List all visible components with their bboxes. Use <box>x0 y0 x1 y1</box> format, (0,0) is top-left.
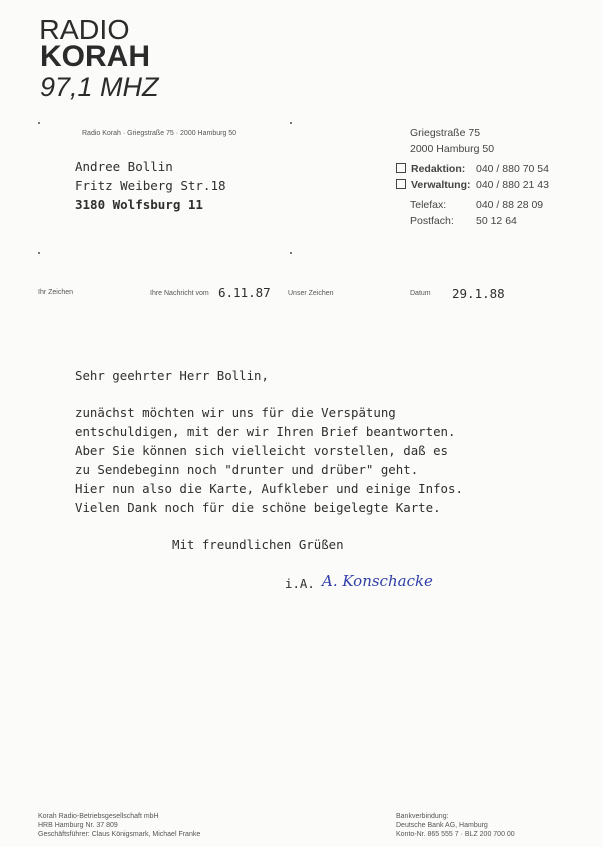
letter-line: Hier nun also die Karte, Aufkleber und einige Infos. <box>75 481 463 496</box>
redaktion-value: 040 / 880 70 54 <box>476 163 549 175</box>
checkbox-icon <box>396 163 406 173</box>
recipient-city: 3180 Wolfsburg 11 <box>75 197 203 212</box>
station-street: Griegstraße 75 <box>410 127 481 139</box>
footer-bank-block <box>396 812 515 839</box>
datum-label: Datum <box>410 290 431 297</box>
footer-register: HRB Hamburg Nr. 37 809 <box>38 822 118 829</box>
sender-line: Radio Korah · Griegstraße 75 · 2000 Hamburg 50 <box>82 130 237 137</box>
logo-korah: KORAH <box>40 40 150 73</box>
footer-company-block <box>38 812 200 839</box>
verwaltung-row <box>396 179 471 191</box>
logo-radio: RADIO <box>39 14 130 45</box>
letter-line: zu Sendebeginn noch "drunter und drüber" geht. <box>75 462 419 477</box>
closing: Mit freundlichen Grüßen <box>172 537 344 552</box>
footer-managers: Geschäftsführer: Claus Königsmark, Michael Franke <box>38 831 201 838</box>
signature: A. Konschacke <box>322 572 433 590</box>
postfach-label: Postfach: <box>410 215 454 227</box>
verwaltung-label: Verwaltung: <box>411 179 471 191</box>
fold-mark <box>38 252 40 254</box>
checkbox-icon <box>396 179 406 189</box>
ihre-nachricht-label: Ihre Nachricht vom <box>150 290 209 297</box>
ihre-nachricht-value: 6.11.87 <box>218 285 271 300</box>
letter-line: entschuldigen, mit der wir Ihren Brief beantworten. <box>75 424 456 439</box>
logo-frequency: 97,1 MHZ <box>40 72 159 102</box>
redaktion-row <box>396 163 465 175</box>
ia-label: i.A. <box>285 576 315 591</box>
ihr-zeichen-label: Ihr Zeichen <box>38 289 74 296</box>
datum-value: 29.1.88 <box>452 286 505 301</box>
footer-bank-account: Konto-Nr. 865 555 7 · BLZ 200 700 00 <box>396 831 515 838</box>
letter-line: Aber Sie können sich vielleicht vorstellen, daß es <box>75 443 448 458</box>
recipient-street: Fritz Weiberg Str.18 <box>75 178 226 193</box>
unser-zeichen-label: Unser Zeichen <box>288 290 334 297</box>
telefax-value: 040 / 88 28 09 <box>476 199 544 211</box>
fold-mark <box>38 122 40 124</box>
fold-mark <box>290 252 292 254</box>
redaktion-label: Redaktion: <box>411 163 466 175</box>
letter-line: zunächst möchten wir uns für die Verspätung <box>75 405 396 420</box>
salutation: Sehr geehrter Herr Bollin, <box>75 368 269 383</box>
verwaltung-value: 040 / 880 21 43 <box>476 179 549 191</box>
letter-line: Vielen Dank noch für die schöne beigelegte Karte. <box>75 500 441 515</box>
letter-body <box>75 403 463 517</box>
station-city: 2000 Hamburg 50 <box>410 143 495 155</box>
fold-mark <box>290 122 292 124</box>
postfach-value: 50 12 64 <box>476 215 517 227</box>
footer-bank-title: Bankverbindung: <box>396 813 449 820</box>
footer-bank-name: Deutsche Bank AG, Hamburg <box>396 822 488 829</box>
footer-company: Korah Radio-Betriebsgesellschaft mbH <box>38 813 159 820</box>
telefax-label: Telefax: <box>410 199 447 211</box>
recipient-name: Andree Bollin <box>75 159 173 174</box>
